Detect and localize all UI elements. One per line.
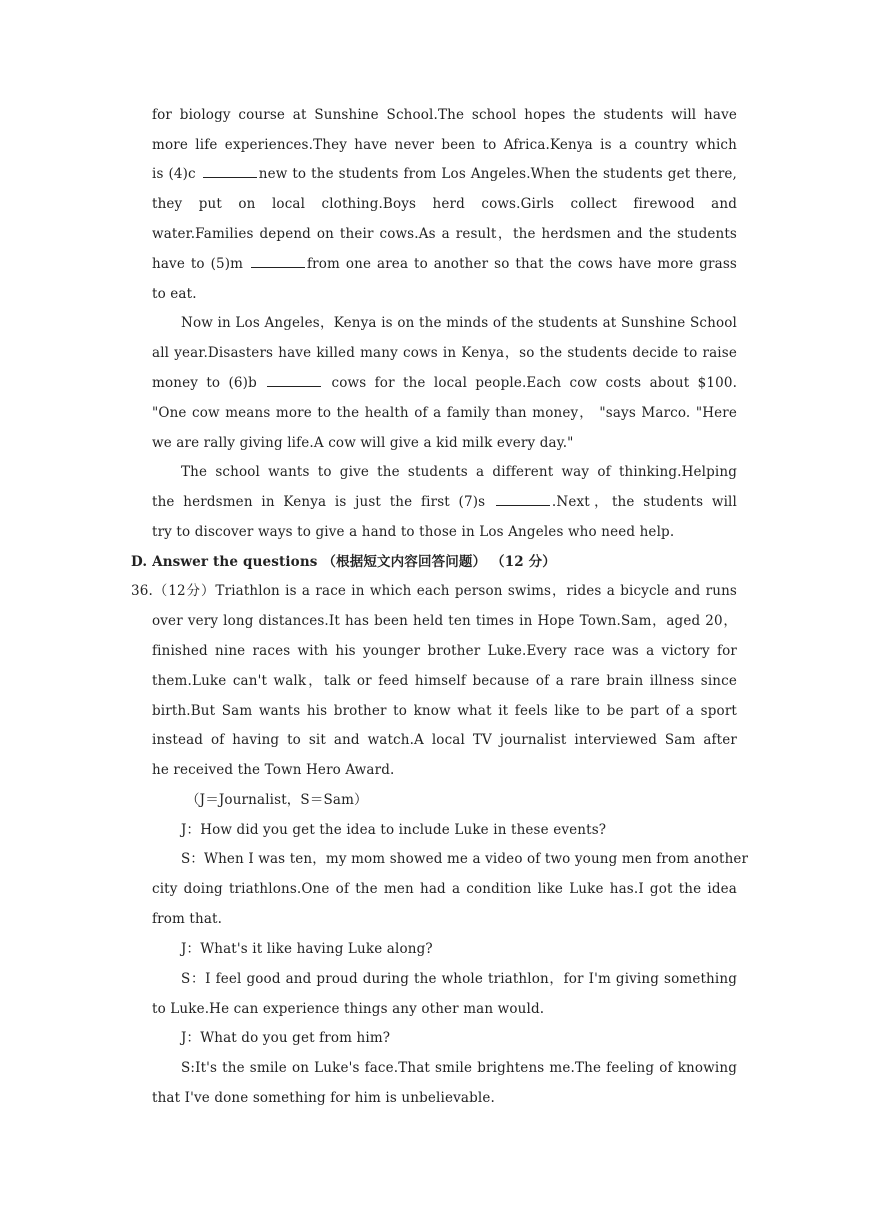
dialogue-line: S：I feel good and proud during the whole triathlon，for I'm giving something: [181, 971, 737, 987]
passage-line: [152, 165, 737, 183]
question-36-line: over very long distances.It has been held ten times in Hope Town.Sam，aged 20，: [152, 613, 737, 629]
passage-line: all year.Disasters have killed many cows in Kenya，so the students decide to raise: [152, 345, 737, 361]
passage-line: to eat.: [152, 286, 197, 302]
dialogue-line: to Luke.He can experience things any other man would.: [152, 1001, 545, 1017]
dialogue-line: city doing triathlons.One of the men had a condition like Luke has.I got the idea: [152, 881, 737, 897]
passage-line: [152, 493, 737, 511]
dialogue-line: that I've done something for him is unbelievable.: [152, 1090, 495, 1106]
passage-line: [152, 374, 737, 392]
passage-line: The school wants to give the students a different way of thinking.Helping: [181, 464, 737, 480]
answer-blank-7[interactable]: [496, 493, 550, 506]
dialogue-line: S：When I was ten，my mom showed me a video of two young men from another: [181, 851, 749, 867]
blank-prefix: is (4)c: [152, 166, 201, 182]
question-36-line: he received the Town Hero Award.: [152, 762, 395, 778]
blank-suffix: from one area to another so that the cows have more grass: [307, 256, 737, 272]
section-heading: D. Answer the questions （根据短文内容回答问题） （12 分）: [131, 554, 556, 570]
blank-prefix: money to (6)b: [152, 375, 266, 391]
passage-line: [152, 255, 737, 273]
question-36-line: instead of having to sit and watch.A local TV journalist interviewed Sam after: [152, 732, 737, 748]
dialogue-line: J：What's it like having Luke along?: [181, 941, 433, 957]
speaker-legend: （J＝Journalist，S＝Sam）: [186, 792, 368, 808]
passage-line: "One cow means more to the health of a family than money， "says Marco. "Here: [152, 405, 737, 421]
passage-line: Now in Los Angeles，Kenya is on the minds of the students at Sunshine School: [181, 315, 737, 331]
passage-line: water.Families depend on their cows.As a result，the herdsmen and the students: [152, 226, 737, 242]
question-36-line: them.Luke can't walk，talk or feed himself because of a rare brain illness since: [152, 673, 737, 689]
answer-blank-5[interactable]: [251, 255, 305, 268]
dialogue-line: J：How did you get the idea to include Luke in these events?: [181, 822, 607, 838]
passage-line: more life experiences.They have never been to Africa.Kenya is a country which: [152, 137, 737, 153]
dialogue-line: from that.: [152, 911, 223, 927]
question-36-line: 36.（12分）Triathlon is a race in which each person swims，rides a bicycle and runs: [131, 583, 737, 599]
dialogue-line: J：What do you get from him?: [181, 1030, 391, 1046]
blank-suffix: .Next，the students will: [551, 494, 737, 510]
passage-line: try to discover ways to give a hand to those in Los Angeles who need help.: [152, 524, 675, 540]
question-36-line: birth.But Sam wants his brother to know what it feels like to be part of a sport: [152, 703, 737, 719]
blank-suffix: new to the students from Los Angeles.When the students get there,: [258, 166, 737, 182]
passage-line: we are rally giving life.A cow will give a kid milk every day.": [152, 435, 574, 451]
question-36-line: finished nine races with his younger brother Luke.Every race was a victory for: [152, 643, 737, 659]
blank-prefix: the herdsmen in Kenya is just the first (7)s: [152, 494, 494, 510]
answer-blank-6[interactable]: [267, 374, 321, 387]
answer-blank-4[interactable]: [203, 165, 257, 178]
passage-line: for biology course at Sunshine School.The school hopes the students will have: [152, 107, 737, 123]
passage-line: they put on local clothing.Boys herd cows.Girls collect firewood and: [152, 196, 737, 212]
dialogue-line: S:It's the smile on Luke's face.That smile brightens me.The feeling of knowing: [181, 1060, 737, 1076]
blank-suffix: cows for the local people.Each cow costs about $100.: [323, 375, 738, 391]
blank-prefix: have to (5)m: [152, 256, 249, 272]
